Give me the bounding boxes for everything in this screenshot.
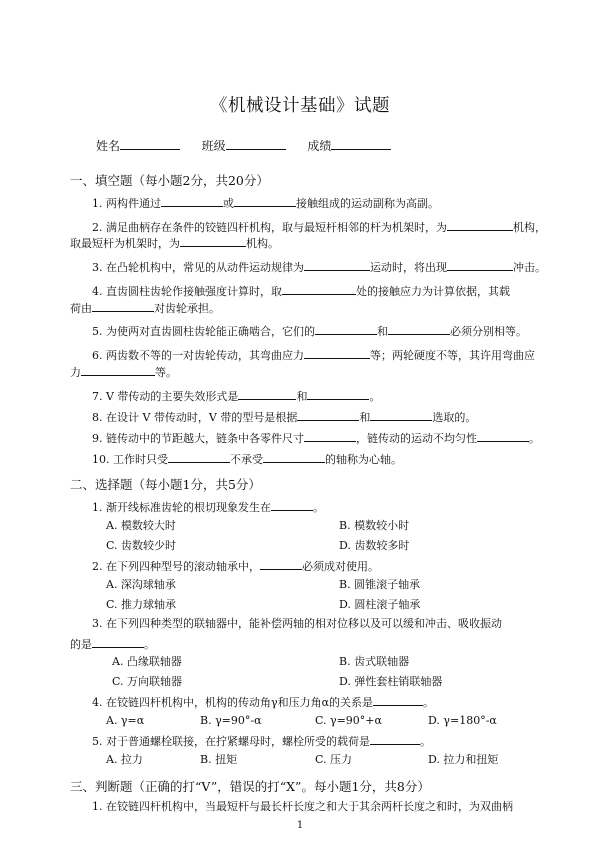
choice-q3-option-d[interactable]: D. 弹性套柱销联轴器 <box>339 675 443 688</box>
choice-q3-option-a[interactable]: A. 凸缘联轴器 <box>112 655 182 668</box>
choice-q3-line1: 3. 在下列四种类型的联轴器中，能补偿两轴的相对位移以及可以缓和冲击、吸收振动 <box>92 617 502 630</box>
fill-q1: 1. 两构件通过 或 接触组成的运动副称为高副。 <box>92 197 439 210</box>
choice-q3-option-c[interactable]: C. 万向联轴器 <box>112 675 183 688</box>
fill-q4-line1: 4. 直齿圆柱齿轮作接触强度计算时，取 处的接触应力为计算依据，其载 <box>92 285 510 298</box>
fill-q2-line2: 取最短杆为机架时，为 机构。 <box>70 237 279 250</box>
fill-q3: 3. 在凸轮机构中，常见的从动件运动规律为 运动时，将出现 冲击。 <box>92 261 546 274</box>
fill-q5: 5. 为使两对直齿圆柱齿轮能正确啮合，它们的 和 必须分别相等。 <box>92 325 527 338</box>
student-info <box>96 137 391 154</box>
class-label: 班级 <box>201 139 226 153</box>
choice-q2-option-b[interactable]: B. 圆锥滚子轴承 <box>339 578 421 591</box>
section-heading-fill: 一、填空题（每小题2分，共20分） <box>70 173 269 188</box>
section-heading-choice: 二、选择题（每小题1分，共5分） <box>70 477 261 492</box>
fill-q9: 9. 链传动中的节距越大，链条中各零件尺寸 ，链传动的运动不均匀性 。 <box>92 432 540 445</box>
choice-q4: 4. 在铰链四杆机构中，机构的传动角γ和压力角α的关系是 。 <box>92 696 434 709</box>
choice-q4-option-b[interactable]: B. γ=90°-α <box>200 714 262 727</box>
choice-q2-option-a[interactable]: A. 深沟球轴承 <box>106 578 176 591</box>
choice-q2-option-d[interactable]: D. 圆柱滚子轴承 <box>339 598 421 611</box>
name-blank[interactable] <box>120 138 180 150</box>
fill-q10: 10. 工作时只受 不承受 的轴称为心轴。 <box>92 453 402 466</box>
choice-q3-option-b[interactable]: B. 齿式联轴器 <box>339 655 410 668</box>
fill-q2-line1: 2. 满足曲柄存在条件的铰链四杆机构，取与最短杆相邻的杆为机架时，为 机构， <box>92 221 546 234</box>
choice-q3-line2: 的是 。 <box>70 638 155 651</box>
choice-q1-option-a[interactable]: A. 模数较大时 <box>106 519 176 532</box>
choice-q4-option-d[interactable]: D. γ=180°-α <box>428 714 497 727</box>
fill-q8: 8. 在设计 V 带传动时，V 带的型号是根据 和 选取的。 <box>92 411 477 424</box>
fill-q7: 7. V 带传动的主要失效形式是 和 。 <box>92 390 381 403</box>
fill-q4-line2: 荷由 对齿轮承担。 <box>70 302 220 315</box>
section-heading-judge: 三、判断题（正确的打“V”，错误的打“X”。每小题1分，共8分） <box>70 779 430 794</box>
choice-q1-option-b[interactable]: B. 模数较小时 <box>339 519 410 532</box>
fill-q6-line1: 6. 两齿数不等的一对齿轮传动，其弯曲应力 等；两轮硬度不等，其许用弯曲应 <box>92 349 535 362</box>
choice-q1: 1. 渐开线标准齿轮的根切现象发生在 。 <box>92 501 324 514</box>
choice-q2-option-c[interactable]: C. 推力球轴承 <box>106 598 177 611</box>
choice-q5: 5. 对于普通螺栓联接，在拧紧螺母时，螺栓所受的载荷是 。 <box>92 735 431 748</box>
choice-q5-option-b[interactable]: B. 扭矩 <box>200 753 238 766</box>
page-number: 1 <box>296 820 304 831</box>
fill-q6-line2: 力 等。 <box>70 366 177 379</box>
choice-q5-option-d[interactable]: D. 拉力和扭矩 <box>428 753 499 766</box>
choice-q2: 2. 在下列四种型号的滚动轴承中， 必须成对使用。 <box>92 560 379 573</box>
score-label: 成绩 <box>307 139 332 153</box>
page-title: 《机械设计基础》试题 <box>210 96 390 116</box>
name-label: 姓名 <box>96 139 121 153</box>
choice-q1-option-d[interactable]: D. 齿数较多时 <box>339 539 410 552</box>
class-blank[interactable] <box>226 138 286 150</box>
choice-q4-option-a[interactable]: A. γ=α <box>106 714 145 727</box>
judge-q1: 1. 在铰链四杆机构中，当最短杆与最长杆长度之和大于其余两杆长度之和时，为双曲柄 <box>92 800 513 813</box>
choice-q4-option-c[interactable]: C. γ=90°+α <box>315 714 382 727</box>
choice-q1-option-c[interactable]: C. 齿数较少时 <box>106 539 177 552</box>
score-blank[interactable] <box>331 138 391 150</box>
choice-q5-option-c[interactable]: C. 压力 <box>315 753 353 766</box>
choice-q5-option-a[interactable]: A. 拉力 <box>106 753 143 766</box>
